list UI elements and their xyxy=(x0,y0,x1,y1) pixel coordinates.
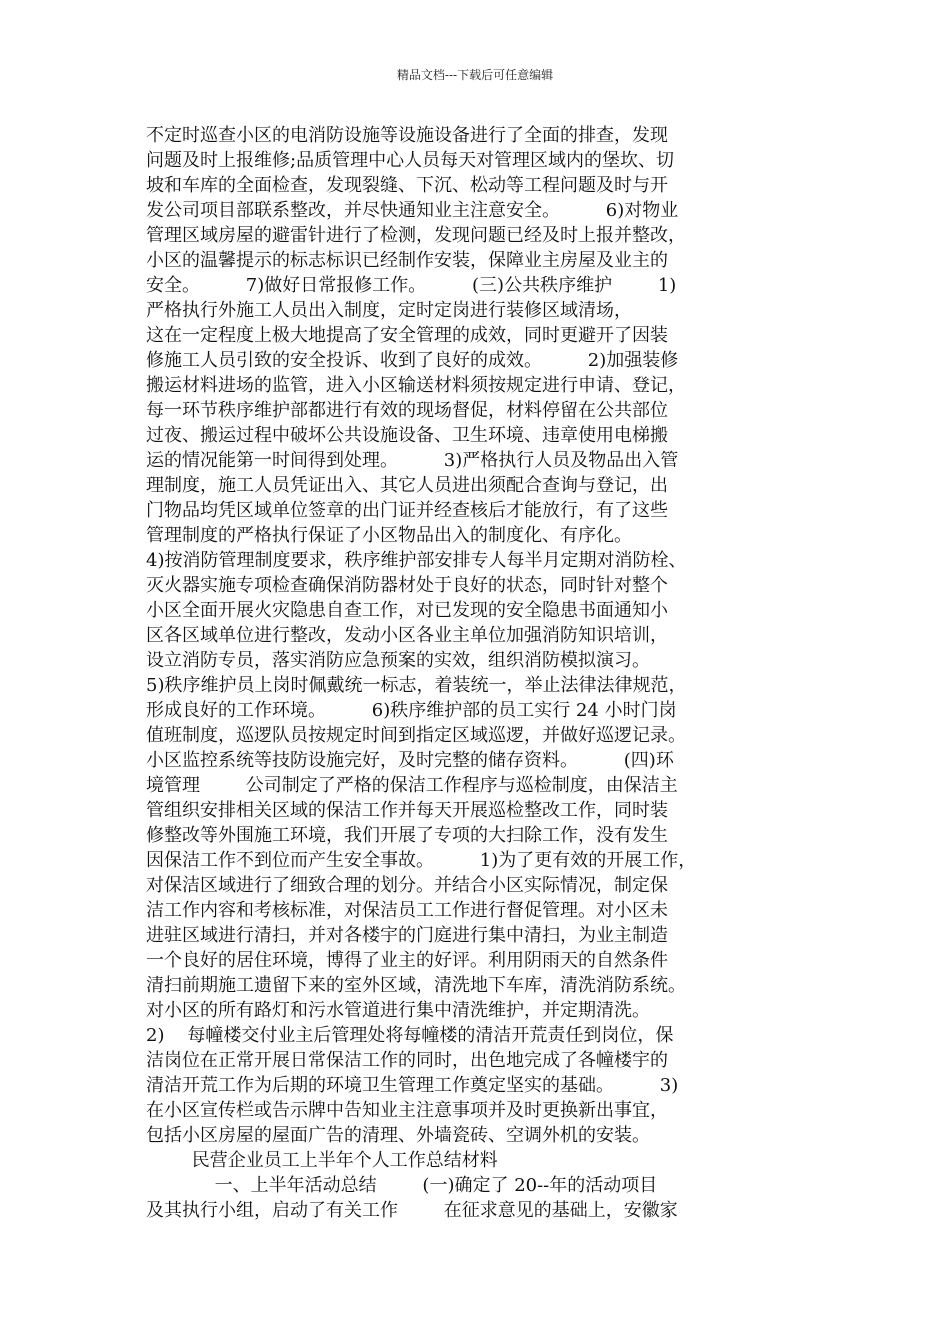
text-line: 管组织安排相关区域的保洁工作并每天开展巡检整改工作，同时装 xyxy=(146,800,668,821)
text-line: 对小区的所有路灯和污水管道进行集中清洗维护，并定期清洗。 xyxy=(146,1000,650,1021)
text-line: 设立消防专员，落实消防应急预案的实效，组织消防模拟演习。 xyxy=(146,650,650,671)
text-line: 小区监控系统等技防设施完好，及时完整的储存资料。 (四)环 xyxy=(146,750,674,771)
text-line: 门物品均凭区域单位签章的出门证并经查核后才能放行，有了这些 xyxy=(146,500,668,521)
text-line: 管理制度的严格执行保证了小区物品出入的制度化、有序化。 xyxy=(146,525,632,546)
text-line: 运的情况能第一时间得到处理。 3)严格执行人员及物品出入管 xyxy=(146,450,679,471)
text-line: 小区的温馨提示的标志标识已经制作安装，保障业主房屋及业主的 xyxy=(146,250,668,271)
text-line: 严格执行外施工人员出入制度，定时定岗进行装修区域清场， xyxy=(146,300,632,321)
text-line: 对保洁区域进行了细致合理的划分。并结合小区实际情况，制定保 xyxy=(146,875,668,896)
text-line: 5)秩序维护员上岗时佩戴统一标志，着装统一，举止法律法律规范， xyxy=(146,675,687,696)
text-line: 及其执行小组，启动了有关工作 在征求意见的基础上，安徽家 xyxy=(146,1200,678,1221)
text-line: 形成良好的工作环境。 6)秩序维护部的员工实行 24 小时门岗 xyxy=(146,700,677,721)
text-line: 民营企业员工上半年个人工作总结材料 xyxy=(146,1150,498,1171)
text-line: 因保洁工作不到位而产生安全事故。 1)为了更有效的开展工作， xyxy=(146,850,697,871)
text-line: 安全。 7)做好日常报修工作。 (三)公共秩序维护 1) xyxy=(146,275,677,296)
text-line: 4)按消防管理制度要求，秩序维护部安排专人每半月定期对消防栓、 xyxy=(146,550,687,571)
text-line: 清扫前期施工遗留下来的室外区域，清洗地下车库，清洗消防系统。 xyxy=(146,975,686,996)
text-line: 理制度，施工人员凭证出入、其它人员进出须配合查询与登记，出 xyxy=(146,475,668,496)
text-line: 在小区宣传栏或告示牌中告知业主注意事项并及时更换新出事宜， xyxy=(146,1100,668,1121)
text-line: 这在一定程度上极大地提高了安全管理的成效，同时更避开了因装 xyxy=(146,325,668,346)
text-line: 包括小区房屋的屋面广告的清理、外墙瓷砖、空调外机的安装。 xyxy=(146,1125,650,1146)
text-line: 区各区域单位进行整改，发动小区各业主单位加强消防知识培训， xyxy=(146,625,668,646)
text-line: 修整改等外围施工环境，我们开展了专项的大扫除工作，没有发生 xyxy=(146,825,668,846)
text-line: 修施工人员引致的安全投诉、收到了良好的成效。 2)加强装修 xyxy=(146,350,679,371)
text-line: 问题及时上报维修;品质管理中心人员每天对管理区域内的堡坎、切 xyxy=(146,150,675,171)
text-line: 发公司项目部联系整改，并尽快通知业主注意安全。 6)对物业 xyxy=(146,200,679,221)
text-line: 管理区域房屋的避雷针进行了检测，发现问题已经及时上报并整改， xyxy=(146,225,686,246)
text-line: 搬运材料进场的监管，进入小区输送材料须按规定进行申请、登记， xyxy=(146,375,686,396)
page-header: 精品文档---下载后可任意编辑 xyxy=(396,68,554,82)
text-line: 坡和车库的全面检查，发现裂缝、下沉、松动等工程问题及时与开 xyxy=(146,175,668,196)
text-line: 进驻区域进行清扫，并对各楼宇的门庭进行集中清扫，为业主制造 xyxy=(146,925,668,946)
document-body xyxy=(146,123,826,1223)
text-line: 不定时巡查小区的电消防设施等设施设备进行了全面的排查，发现 xyxy=(146,125,668,146)
text-line: 过夜、搬运过程中破坏公共设施设备、卫生环境、违章使用电梯搬 xyxy=(146,425,668,446)
text-line: 灭火器实施专项检查确保消防器材处于良好的状态，同时针对整个 xyxy=(146,575,668,596)
text-line: 每一环节秩序维护部都进行有效的现场督促，材料停留在公共部位 xyxy=(146,400,668,421)
text-line: 值班制度，巡逻队员按规定时间到指定区域巡逻，并做好巡逻记录。 xyxy=(146,725,686,746)
text-line: 洁岗位在正常开展日常保洁工作的同时，出色地完成了各幢楼宇的 xyxy=(146,1050,668,1071)
text-line: 清洁开荒工作为后期的环境卫生管理工作奠定坚实的基础。 3) xyxy=(146,1075,679,1096)
text-line: 一、上半年活动总结 (一)确定了 20--年的活动项目 xyxy=(146,1175,658,1196)
text-line: 一个良好的居住环境，博得了业主的好评。利用阴雨天的自然条件 xyxy=(146,950,668,971)
text-line: 小区全面开展火灾隐患自查工作，对已发现的安全隐患书面通知小 xyxy=(146,600,668,621)
text-line: 境管理 公司制定了严格的保洁工作程序与巡检制度，由保洁主 xyxy=(146,775,678,796)
text-line: 洁工作内容和考核标准，对保洁员工工作进行督促管理。对小区未 xyxy=(146,900,668,921)
text-line: 2) 每幢楼交付业主后管理处将每幢楼的清洁开荒责任到岗位，保 xyxy=(146,1025,674,1046)
